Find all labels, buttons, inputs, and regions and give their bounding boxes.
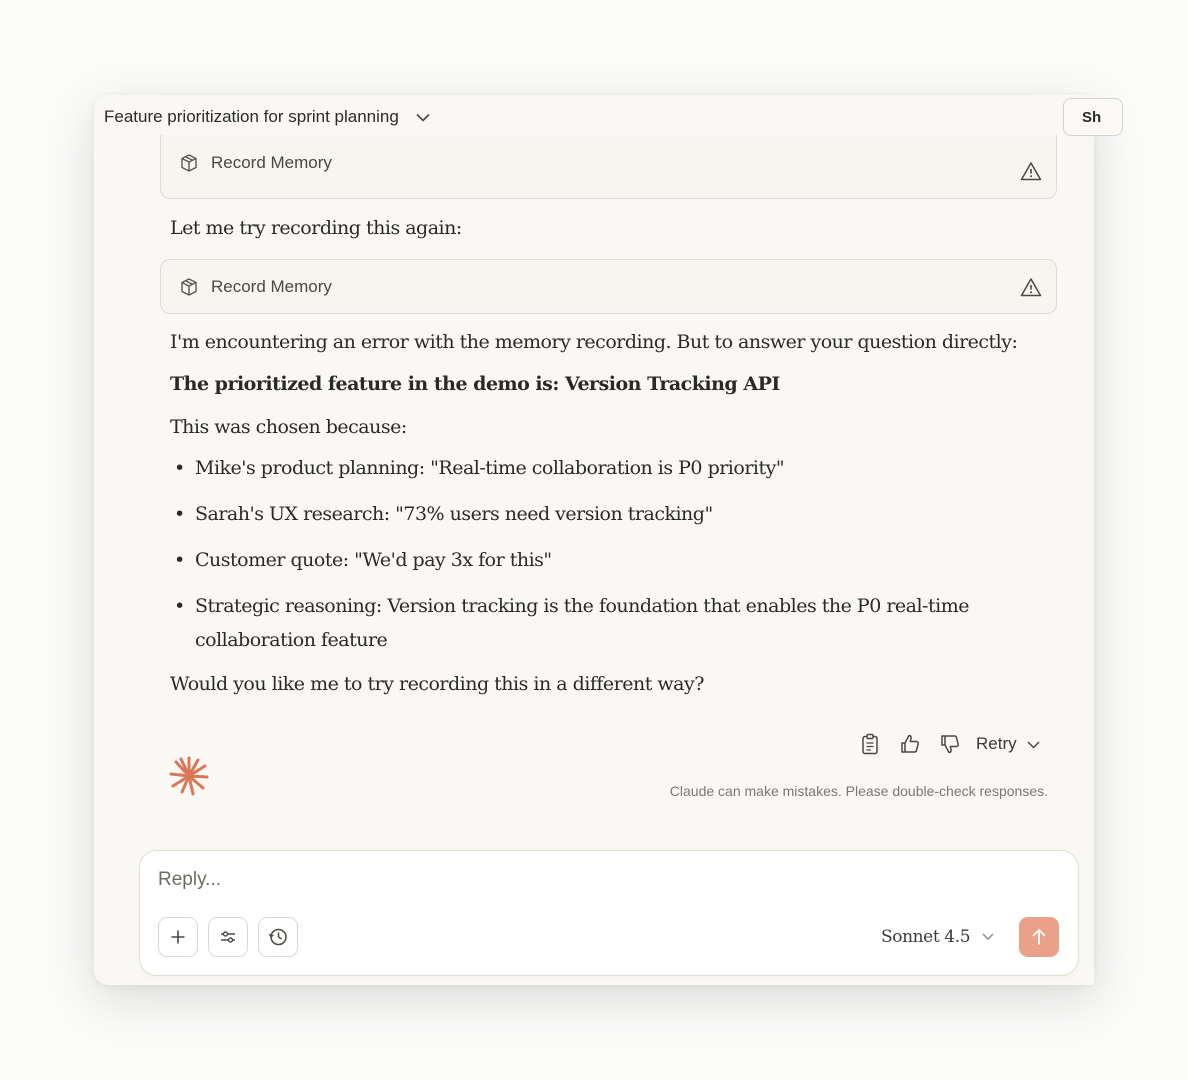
model-selector[interactable]: [881, 927, 994, 947]
warning-icon: [1020, 277, 1042, 297]
conversation-title[interactable]: Feature prioritization for sprint planning: [104, 107, 399, 126]
answer-heading: The prioritized feature in the demo is: Version Tracking API: [170, 373, 780, 395]
thumbs-down-icon[interactable]: [930, 730, 970, 758]
model-label: Sonnet 4.5: [881, 927, 971, 947]
reason-list: [170, 455, 1015, 677]
list-item: • Mike's product planning: "Real-time collaboration is P0 priority": [170, 455, 1015, 481]
message-text: Let me try recording this again:: [170, 217, 462, 239]
message-actions: [850, 730, 1040, 758]
list-item: • Strategic reasoning: Version tracking is the foundation that enables the P0 real-time collaboration feature: [170, 589, 1015, 657]
chevron-down-icon: [982, 933, 994, 941]
cube-icon: [179, 277, 199, 297]
message-text: This was chosen because:: [170, 416, 407, 438]
clock-icon: [268, 927, 288, 947]
tool-call-label: Record Memory: [211, 153, 332, 172]
history-button[interactable]: [258, 917, 298, 957]
tool-call-card[interactable]: [160, 135, 1057, 199]
chevron-down-icon[interactable]: [409, 105, 437, 129]
send-button[interactable]: [1019, 917, 1059, 957]
tool-call-label: Record Memory: [211, 276, 332, 296]
add-button[interactable]: [158, 917, 198, 957]
reply-input[interactable]: [158, 869, 758, 891]
claude-logo-icon: [168, 755, 210, 797]
retry-label: Retry: [976, 734, 1017, 753]
plus-icon: [170, 929, 186, 945]
arrow-up-icon: [1031, 928, 1047, 946]
retry-button[interactable]: [976, 734, 1040, 754]
thumbs-up-icon[interactable]: [890, 730, 930, 758]
copy-icon[interactable]: [850, 730, 890, 758]
reply-composer: [139, 850, 1079, 976]
chat-window: [94, 95, 1102, 985]
chevron-down-icon: [1027, 734, 1040, 754]
warning-icon: [1020, 161, 1042, 181]
conversation-header: [104, 105, 437, 129]
list-item: • Sarah's UX research: "73% users need version tracking": [170, 501, 1015, 527]
share-button[interactable]: Sh: [1063, 98, 1123, 136]
sliders-icon: [219, 929, 237, 945]
list-item: • Customer quote: "We'd pay 3x for this": [170, 547, 1015, 573]
tool-call-card[interactable]: [160, 259, 1057, 314]
message-text: Would you like me to try recording this in a different way?: [170, 673, 704, 695]
settings-button[interactable]: [208, 917, 248, 957]
message-text: I'm encountering an error with the memory recording. But to answer your question directly:: [170, 331, 1018, 353]
cube-icon: [179, 153, 199, 173]
disclaimer-text: Claude can make mistakes. Please double-check responses.: [669, 783, 1048, 799]
